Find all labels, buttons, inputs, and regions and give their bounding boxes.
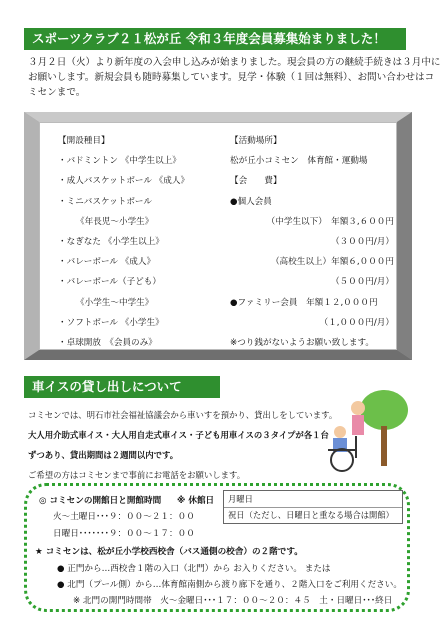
fee-senior: （高校生以上）年額６,０００円 bbox=[270, 257, 394, 268]
intro-text bbox=[28, 55, 441, 100]
location-line: ● 北門（プール側）から…体育館南側から渡り廊下を通り、２階入口をご利用ください。 bbox=[57, 580, 402, 590]
activity-item: ・バレーボール 《成人》 bbox=[58, 257, 156, 268]
fee-family: ●ファミリー会員 年額１２,０００円 bbox=[230, 297, 378, 308]
venue-fee-list bbox=[230, 131, 400, 353]
fee-senior-month: （５００円/月） bbox=[330, 277, 394, 288]
equip-line: ずつあり、貸出期間は２週間以内です。 bbox=[28, 450, 179, 460]
activity-item: ・成人バスケットボール 《成人》 bbox=[58, 176, 190, 187]
activity-frame bbox=[24, 112, 412, 360]
fee-junior-month: （３００円/月） bbox=[330, 236, 394, 247]
venue-place: 松が丘小コミセン 体育館・運動場 bbox=[230, 156, 368, 167]
location-heading: ★ コミセンは、松が丘小学校西校舎（バス通側の校舎）の２階です。 bbox=[35, 547, 303, 557]
fee-note: ※つり銭がないようお願い致します。 bbox=[230, 337, 375, 348]
fee-heading: 【会 費】 bbox=[230, 176, 282, 187]
wheelchair-illustration bbox=[318, 388, 418, 474]
hours-info-box bbox=[24, 483, 410, 612]
hours-heading: ◎ コミセンの開館日と開館時間 bbox=[39, 496, 162, 506]
fee-junior: （中学生以下） 年額３,６００円 bbox=[266, 216, 394, 227]
intro-line: ３月２日（火）より新年度の入会申し込みが始まりました。現会員の方の継続手続きは３月中に bbox=[28, 57, 441, 68]
equip-line: 大人用介助式車イス・大人用自走式車イス・子ども用車イスの３タイプが各１台 bbox=[28, 430, 329, 440]
activity-item: 《小学生〜中学生》 bbox=[76, 297, 154, 308]
activity-item: ・なぎなた 《小学生以上》 bbox=[58, 236, 164, 247]
venue-heading: 【活動場所】 bbox=[230, 136, 282, 146]
wheelchair-text bbox=[28, 405, 338, 485]
wheelchair-banner: 車イスの貸し出しについて bbox=[24, 376, 220, 398]
activity-item: ・ミニバスケットボール bbox=[58, 196, 152, 207]
activity-item: ・ソフトボール 《小学生》 bbox=[58, 317, 164, 328]
activity-item: 《年長児〜小学生》 bbox=[76, 216, 154, 227]
equip-line: ご希望の方はコミセンまで事前にお電話をお願いします。 bbox=[28, 470, 246, 480]
closed-day: 月曜日 bbox=[228, 494, 253, 504]
equip-line: コミセンでは、明石市社会福祉協議会から車いすを預かり、貸出しをしています。 bbox=[28, 410, 338, 420]
activity-panel bbox=[39, 122, 397, 350]
activity-heading: 【開設種目】 bbox=[58, 136, 110, 146]
closed-label: ※ 休館日 bbox=[177, 496, 215, 506]
activity-list bbox=[58, 131, 228, 353]
recruitment-banner: スポーツクラブ２１松が丘 令和３年度会員募集始まりました！ bbox=[24, 28, 406, 50]
location-line: ※ 北門の開門時間帯 火〜金曜日･･･１７：００〜２０：４５ 土・日曜日･･･終日 bbox=[73, 596, 393, 606]
fee-family-month: （１,０００円/月） bbox=[319, 317, 394, 328]
activity-item: ・バドミントン 《中学生以上》 bbox=[58, 156, 181, 167]
fee-individual: ●個人会員 bbox=[230, 196, 272, 207]
activity-item: ・バレーボール（子ども） bbox=[58, 277, 161, 288]
hours-weekend: 日曜日･･･････９：００〜１７：００ bbox=[53, 529, 195, 539]
activity-item: ・卓球開放 《会員のみ》 bbox=[58, 337, 157, 348]
closed-note: 祝日（ただし、日曜日と重なる場合は開館） bbox=[228, 510, 394, 520]
intro-line: ミセンまで。 bbox=[28, 87, 86, 98]
hours-weekday: 火〜土曜日･･･９：００〜２１：００ bbox=[53, 512, 195, 522]
location-line: ● 正門から…西校舎１階の入口（北門）から お入りください。 または bbox=[57, 564, 331, 574]
intro-line: お願いします。新規会員も随時募集しています。見学・体験（１回は無料）、お問い合わせはコ bbox=[28, 72, 435, 83]
closed-days-box bbox=[223, 490, 403, 524]
